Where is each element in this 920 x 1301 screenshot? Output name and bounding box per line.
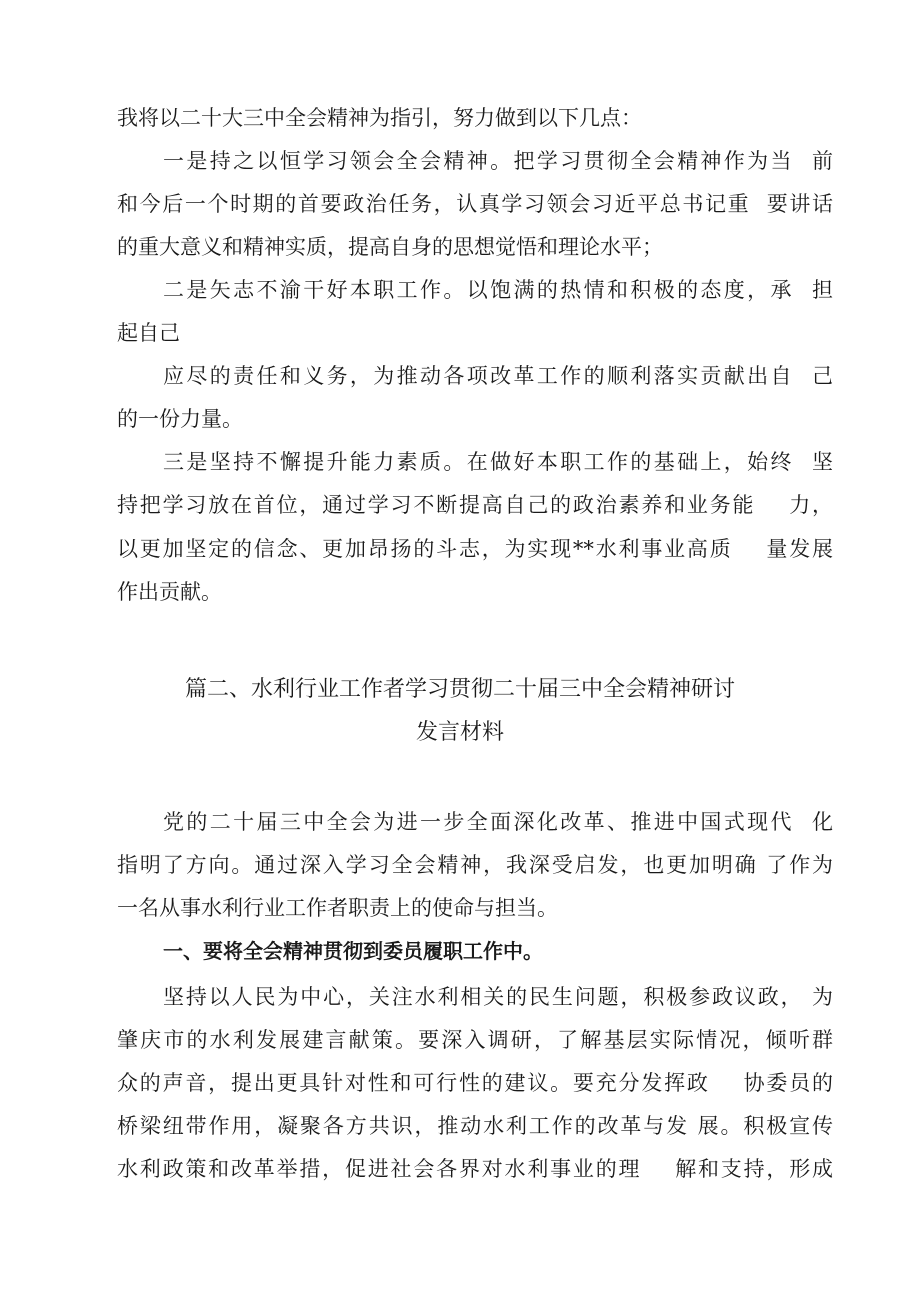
paragraph-line: 众的声音，提出更具针对性和可行性的建议。要充分发挥政 协委员的: [117, 1071, 833, 1095]
paragraph-line: 作出贡献。: [117, 580, 222, 604]
paragraph-line: 的重大意义和精神实质，提高自身的思想觉悟和理论水平；: [117, 235, 663, 259]
paragraph-line: 的一份力量。: [117, 407, 243, 431]
paragraph-line: 应尽的责任和义务，为推动各项改革工作的顺利落实贡献出自 己: [163, 364, 833, 388]
paragraph-line: 肇庆市的水利发展建言献策。要深入调研，了解基层实际情况，倾听群: [117, 1028, 833, 1052]
paragraph-line: 二是矢志不渝干好本职工作。以饱满的热情和积极的态度，承 担: [163, 278, 833, 302]
paragraph-line: 和今后一个时期的首要政治任务，认真学习领会习近平总书记重 要讲话: [117, 192, 833, 216]
subheading: 一、要将全会精神贯彻到委员履职工作中。: [163, 939, 543, 963]
paragraph-line: 指明了方向。通过深入学习全会精神，我深受启发，也更加明确 了作为: [117, 853, 833, 877]
section-title-continued: 发言材料: [415, 720, 504, 745]
paragraph-line: 党的二十届三中全会为进一步全面深化改革、推进中国式现代 化: [163, 810, 833, 834]
paragraph-line: 三是坚持不懈提升能力素质。在做好本职工作的基础上，始终 坚: [163, 450, 833, 474]
paragraph-line: 我将以二十大三中全会精神为指引，努力做到以下几点：: [117, 106, 642, 130]
paragraph-line: 持把学习放在首位，通过学习不断提高自己的政治素养和业务能 力，: [117, 493, 833, 517]
paragraph-line: 起自己: [117, 321, 180, 345]
section-title: 篇二、水利行业工作者学习贯彻二十届三中全会精神研讨: [184, 677, 735, 702]
paragraph-line: 一名从事水利行业工作者职责上的使命与担当。: [117, 896, 558, 920]
paragraph-line: 水利政策和改革举措，促进社会各界对水利事业的理 解和支持，形成: [117, 1157, 833, 1181]
paragraph-line: 桥梁纽带作用，凝聚各方共识，推动水利工作的改革与发 展。积极宣传: [117, 1114, 833, 1138]
paragraph-line: 一是持之以恒学习领会全会精神。把学习贯彻全会精神作为当 前: [163, 149, 833, 173]
paragraph-line: 以更加坚定的信念、更加昂扬的斗志，为实现**水利事业高质 量发展: [117, 537, 833, 561]
paragraph-line: 坚持以人民为中心，关注水利相关的民生问题，积极参政议政， 为: [163, 985, 833, 1009]
